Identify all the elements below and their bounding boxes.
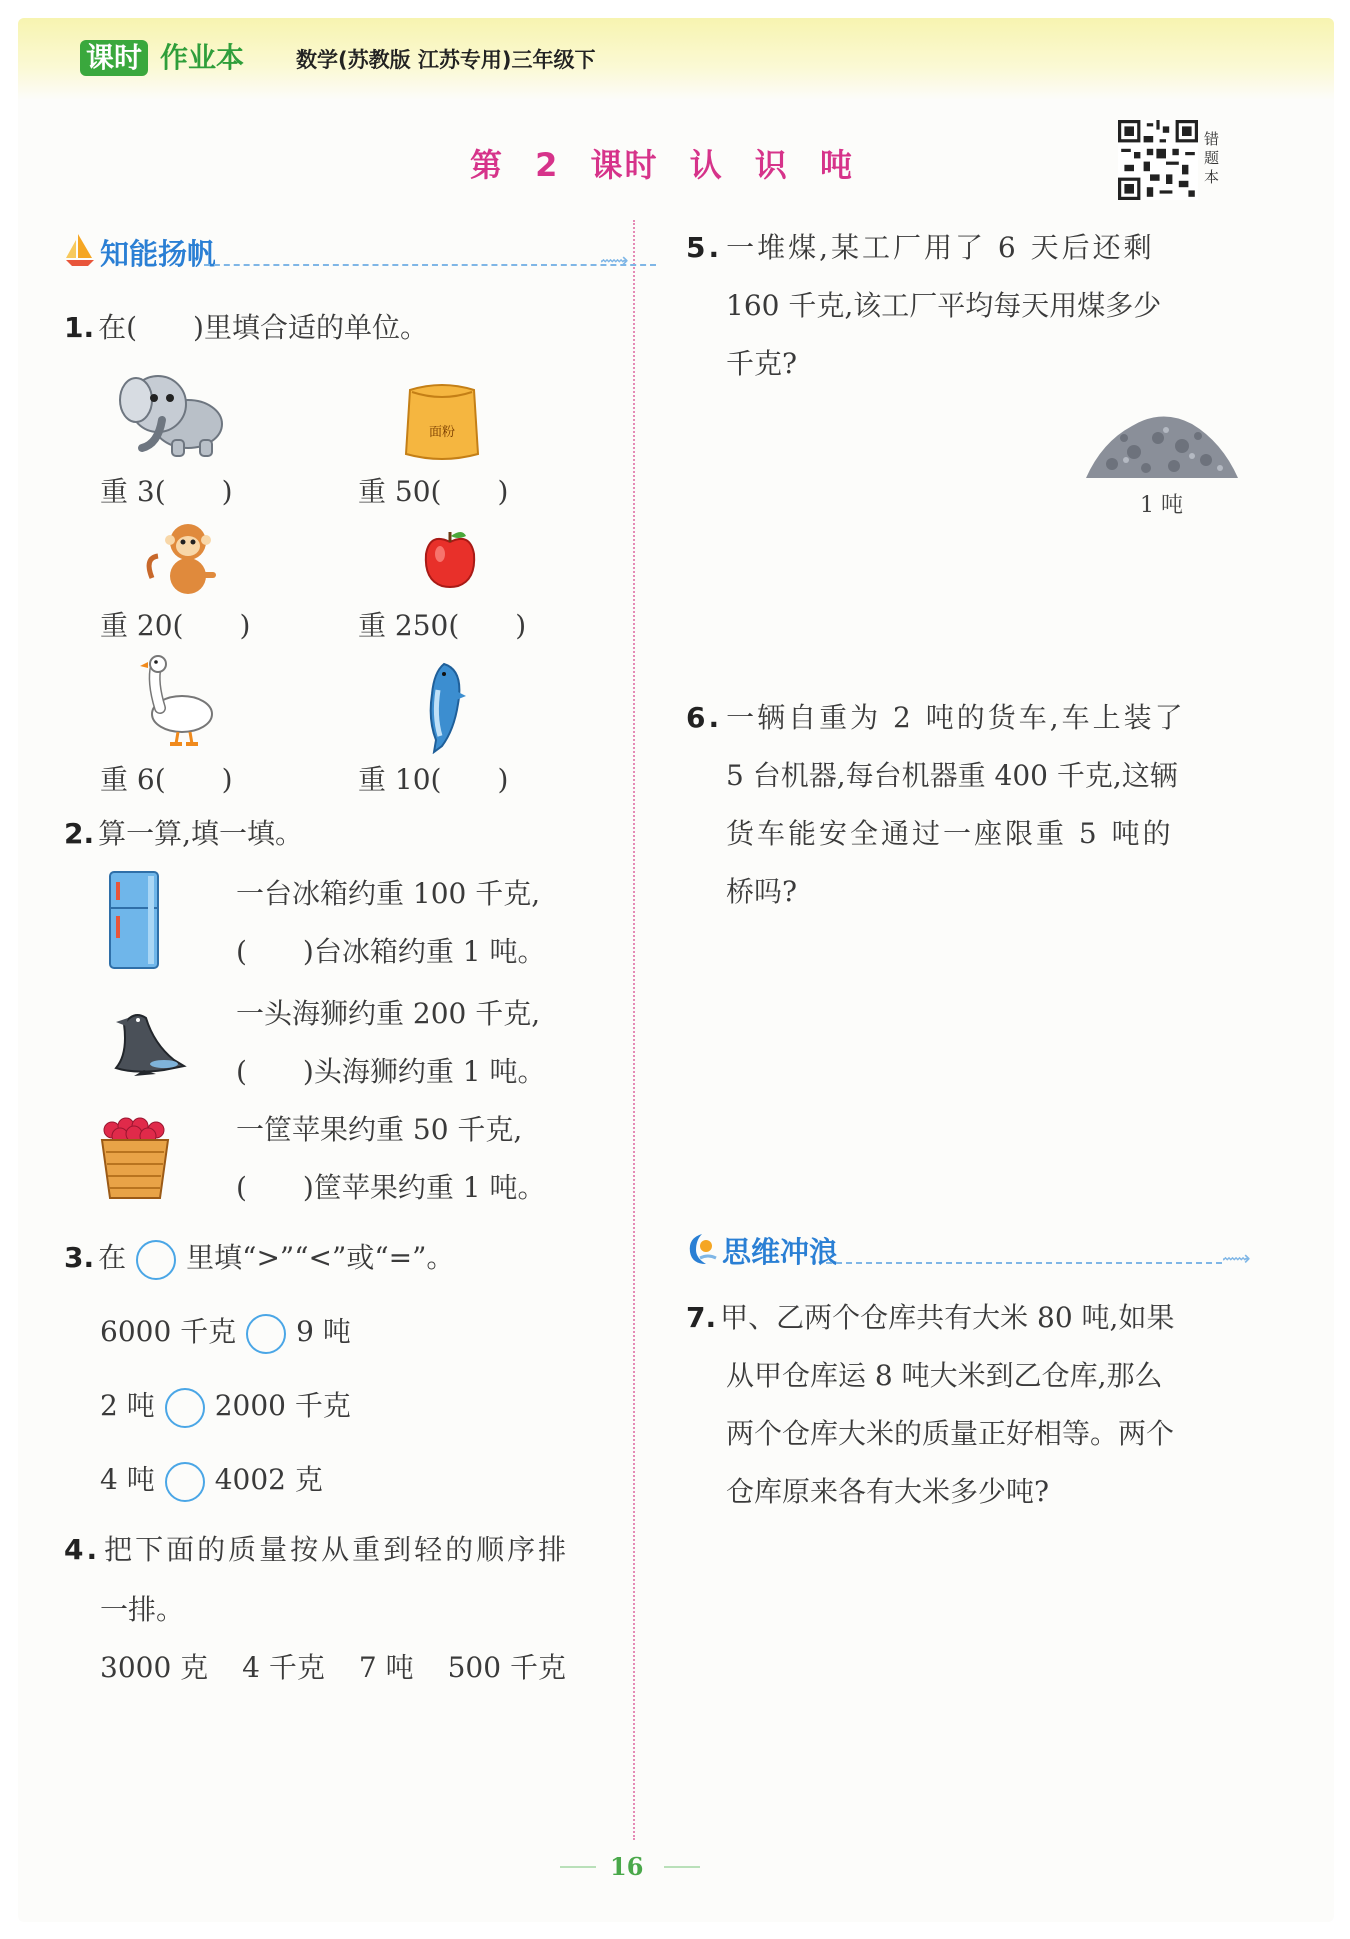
section-rule xyxy=(204,264,656,266)
answer-circle[interactable] xyxy=(165,1462,205,1502)
q4-value: 500 千克 xyxy=(447,1651,566,1684)
question-5 xyxy=(686,226,1155,266)
question-text: 在( )里填合适的单位。 xyxy=(98,311,428,344)
q3-row-2 xyxy=(100,1384,351,1428)
wave-arrow-icon: ⟿ xyxy=(600,248,629,272)
answer-circle[interactable] xyxy=(246,1314,286,1354)
subject-line: 数学(苏教版 江苏专用)三年级下 xyxy=(296,48,596,72)
q7-line2: 从甲仓库运 8 吨大米到乙仓库,那么 xyxy=(726,1359,1163,1392)
surf-icon xyxy=(686,1232,718,1266)
question-number: 2. xyxy=(64,817,95,850)
elephant-icon xyxy=(118,364,230,460)
q4-line2: 一排。 xyxy=(100,1593,185,1626)
q6-line4: 桥吗? xyxy=(726,875,798,908)
wave-arrow-icon: ⟿ xyxy=(1222,1246,1251,1270)
question-number: 6. xyxy=(686,701,723,734)
page-number: 16 xyxy=(610,1852,644,1881)
q4-value: 4 千克 xyxy=(242,1651,325,1684)
question-text: 算一算,填一填。 xyxy=(98,817,304,850)
q3-right-value: 4002 克 xyxy=(214,1463,323,1496)
q2-fridge-line1: 一台冰箱约重 100 千克, xyxy=(236,877,541,910)
q3-left-value: 6000 千克 xyxy=(100,1315,237,1348)
question-text-before: 在 xyxy=(98,1241,127,1274)
answer-circle-example xyxy=(136,1240,176,1280)
sea-lion-icon xyxy=(104,1004,188,1076)
coal-caption: 1 吨 xyxy=(1140,493,1183,518)
q3-row-1 xyxy=(100,1310,351,1354)
qr-label: 错题本 xyxy=(1204,130,1220,186)
lesson-title: 第 2 课时 认 识 吨 xyxy=(470,146,854,184)
q7-line3: 两个仓库大米的质量正好相等。两个 xyxy=(726,1417,1175,1450)
question-2 xyxy=(64,812,303,852)
q4-value: 7 吨 xyxy=(358,1651,414,1684)
q3-left-value: 4 吨 xyxy=(100,1463,155,1496)
question-number: 5. xyxy=(686,231,723,264)
question-number: 1. xyxy=(64,311,95,344)
question-text-after: 里填“>”“<”或“=”。 xyxy=(186,1241,455,1274)
column-divider xyxy=(633,220,635,1840)
section-title: 知能扬帆 xyxy=(100,237,217,271)
question-3 xyxy=(64,1236,454,1280)
footer-rule-right xyxy=(664,1866,700,1868)
q7-line4: 仓库原来各有大米多少吨? xyxy=(726,1475,1050,1508)
question-text: 把下面的质量按从重到轻的顺序排 xyxy=(104,1533,570,1566)
qr-code-icon[interactable] xyxy=(1118,120,1198,200)
question-number: 3. xyxy=(64,1241,95,1274)
q1-item-apple: 重 250( ) xyxy=(358,609,527,642)
q3-right-value: 9 吨 xyxy=(296,1315,351,1348)
section-rule xyxy=(826,1262,1222,1264)
q3-left-value: 2 吨 xyxy=(100,1389,155,1422)
q2-sealion-line2: ( )头海狮约重 1 吨。 xyxy=(236,1055,546,1088)
q2-apples-line1: 一筐苹果约重 50 千克, xyxy=(236,1113,523,1146)
q6-line3: 货车能安全通过一座限重 5 吨的 xyxy=(726,817,1174,850)
flour-bag-text: 面粉 xyxy=(428,425,456,440)
q2-fridge-line2: ( )台冰箱约重 1 吨。 xyxy=(236,935,546,968)
q1-item-dolphin: 重 10( ) xyxy=(358,763,509,796)
question-1 xyxy=(64,306,428,346)
question-7 xyxy=(686,1296,1174,1336)
q3-row-3 xyxy=(100,1458,323,1502)
q2-apples-line2: ( )筐苹果约重 1 吨。 xyxy=(236,1171,546,1204)
answer-circle[interactable] xyxy=(165,1388,205,1428)
apple-icon xyxy=(420,528,480,590)
goose-icon xyxy=(138,652,218,748)
dolphin-icon xyxy=(414,660,470,754)
q4-values xyxy=(100,1646,566,1686)
section-heading-siwei xyxy=(686,1230,1251,1270)
sail-icon xyxy=(64,232,96,268)
q1-item-flour: 重 50( ) xyxy=(358,475,509,508)
apple-basket-icon xyxy=(98,1112,172,1202)
coal-pile-icon xyxy=(1082,402,1242,482)
brand-logo-box: 课时 xyxy=(80,40,148,76)
section-heading-zhineng xyxy=(64,232,629,272)
section-title: 思维冲浪 xyxy=(722,1235,839,1269)
q3-right-value: 2000 千克 xyxy=(214,1389,351,1422)
q5-line3: 千克? xyxy=(726,347,798,380)
q5-line2: 160 千克,该工厂平均每天用煤多少 xyxy=(726,289,1162,322)
question-text: 甲、乙两个仓库共有大米 80 吨,如果 xyxy=(720,1301,1175,1334)
q1-item-monkey: 重 20( ) xyxy=(100,609,251,642)
question-text: 一辆自重为 2 吨的货车,车上装了 xyxy=(726,701,1186,734)
q1-item-goose: 重 6( ) xyxy=(100,763,233,796)
question-number: 7. xyxy=(686,1301,717,1334)
brand-logo-text: 作业本 xyxy=(160,41,245,74)
footer-rule-left xyxy=(560,1866,596,1868)
question-4 xyxy=(64,1528,569,1568)
monkey-icon xyxy=(144,518,228,598)
question-number: 4. xyxy=(64,1533,101,1566)
question-6 xyxy=(686,696,1186,736)
flour-bag-icon xyxy=(402,380,482,464)
q4-value: 3000 克 xyxy=(100,1651,209,1684)
q2-sealion-line1: 一头海狮约重 200 千克, xyxy=(236,997,541,1030)
q6-line2: 5 台机器,每台机器重 400 千克,这辆 xyxy=(726,759,1178,792)
fridge-icon xyxy=(108,870,162,972)
q1-item-elephant: 重 3( ) xyxy=(100,475,233,508)
question-text: 一堆煤,某工厂用了 6 天后还剩 xyxy=(726,231,1155,264)
